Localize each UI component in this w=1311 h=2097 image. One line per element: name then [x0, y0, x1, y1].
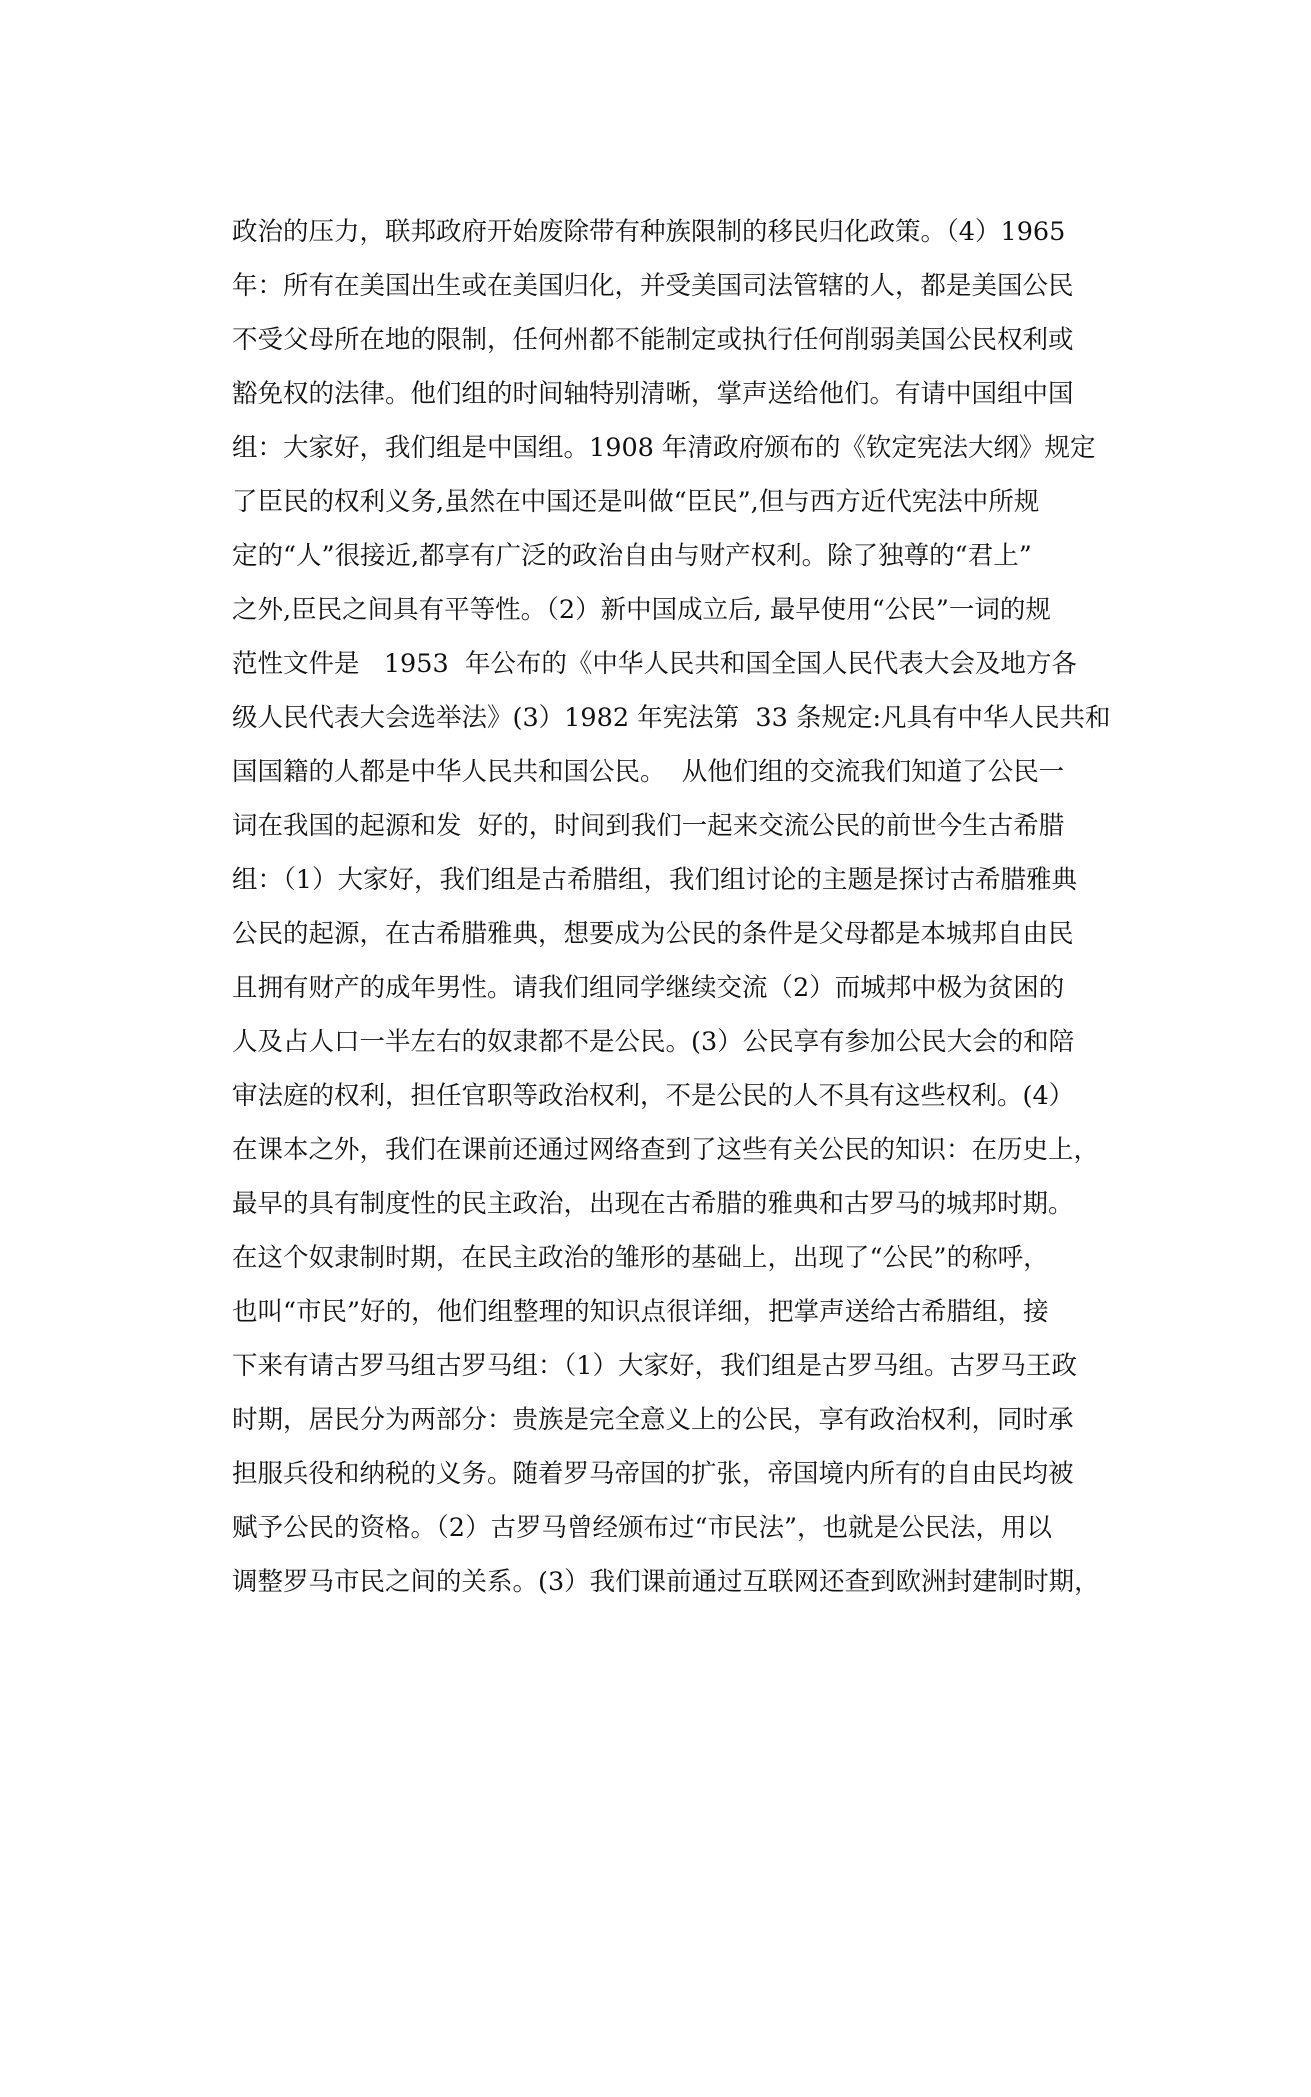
text-line-20: 在这个奴隶制时期，在民主政治的雏形的基础上，出现了“公民”的称呼，	[232, 1243, 1049, 1273]
text-line-3: 不受父母所在地的限制，任何州都不能制定或执行任何削弱美国公民权利或	[232, 325, 1074, 355]
text-line-9: 范性文件是 1953 年公布的《中华人民共和国全国人民代表大会及地方各	[232, 649, 1077, 679]
text-line-21: 也叫“市民”好的，他们组整理的知识点很详细，把掌声送给古希腊组，接	[232, 1297, 1049, 1327]
text-line-19: 最早的具有制度性的民主政治，出现在古希腊的雅典和古罗马的城邦时期。	[232, 1189, 1074, 1219]
text-line-23: 时期，居民分为两部分：贵族是完全意义上的公民，享有政治权利，同时承	[232, 1405, 1074, 1435]
text-line-12: 词在我国的起源和发 好的，时间到我们一起来交流公民的前世今生古希腊	[232, 811, 1065, 841]
text-line-15: 且拥有财产的成年男性。请我们组同学继续交流（2）而城邦中极为贫困的	[232, 973, 1065, 1003]
text-line-26: 调整罗马市民之间的关系。(3）我们课前通过互联网还查到欧洲封建制时期，	[232, 1567, 1100, 1597]
text-line-5: 组：大家好，我们组是中国组。1908 年清政府颁布的《钦定宪法大纲》规定	[232, 433, 1096, 463]
text-line-8: 之外,臣民之间具有平等性。（2）新中国成立后, 最早使用“公民”一词的规	[232, 595, 1051, 625]
text-line-7: 定的“人”很接近,都享有广泛的政治自由与财产权利。除了独尊的“君上”	[232, 541, 1032, 571]
text-line-10: 级人民代表大会选举法》(3）1982 年宪法第 33 条规定:凡具有中华人民共和	[232, 703, 1111, 733]
text-line-6: 了臣民的权利义务,虽然在中国还是叫做“臣民”,但与西方近代宪法中所规	[232, 487, 1040, 517]
text-line-18: 在课本之外，我们在课前还通过网络查到了这些有关公民的知识：在历史上，	[232, 1135, 1100, 1165]
text-line-22: 下来有请古罗马组古罗马组：（1）大家好，我们组是古罗马组。古罗马王政	[232, 1351, 1077, 1381]
text-line-25: 赋予公民的资格。（2）古罗马曾经颁布过“市民法”，也就是公民法，用以	[232, 1513, 1053, 1543]
text-line-13: 组：（1）大家好，我们组是古希腊组，我们组讨论的主题是探讨古希腊雅典	[232, 865, 1077, 895]
text-line-16: 人及占人口一半左右的奴隶都不是公民。(3）公民享有参加公民大会的和陪	[232, 1027, 1075, 1057]
text-line-14: 公民的起源，在古希腊雅典，想要成为公民的条件是父母都是本城邦自由民	[232, 919, 1074, 949]
text-line-11: 国国籍的人都是中华人民共和国公民。 从他们组的交流我们知道了公民一	[232, 757, 1065, 787]
text-line-17: 审法庭的权利，担任官职等政治权利，不是公民的人不具有这些权利。(4）	[232, 1081, 1075, 1111]
text-line-2: 年：所有在美国出生或在美国归化，并受美国司法管辖的人，都是美国公民	[232, 271, 1074, 301]
text-line-4: 豁免权的法律。他们组的时间轴特别清晰，掌声送给他们。有请中国组中国	[232, 379, 1074, 409]
body-text	[232, 205, 1112, 1609]
text-line-24: 担服兵役和纳税的义务。随着罗马帝国的扩张，帝国境内所有的自由民均被	[232, 1459, 1074, 1489]
text-line-1: 政治的压力，联邦政府开始废除带有种族限制的移民归化政策。（4）1965	[232, 217, 1066, 247]
